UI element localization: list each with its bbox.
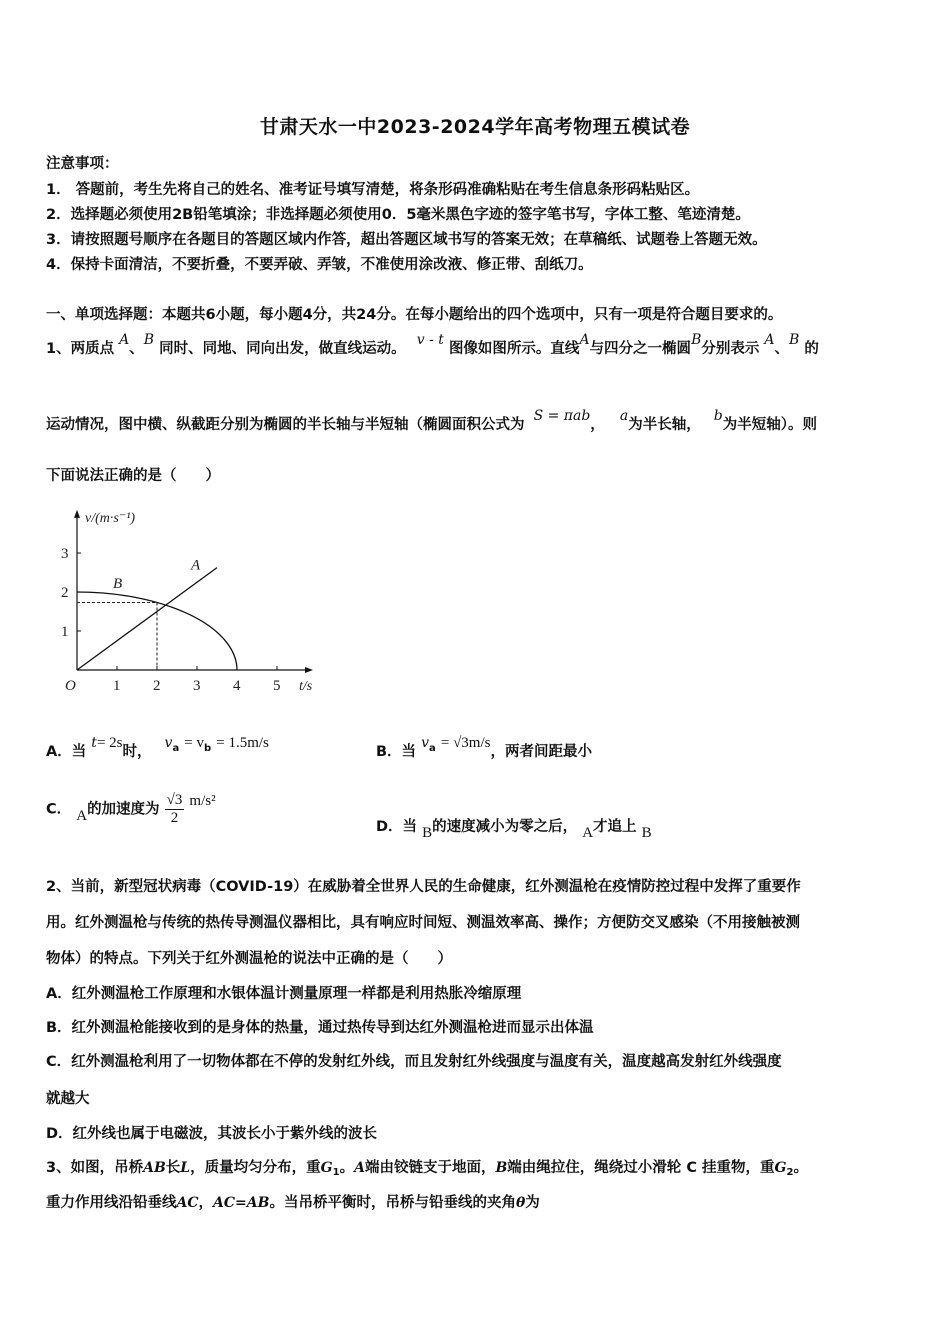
question-3-line-1: 3、如图，吊桥AB长L，质量均匀分布，重$G_1$。A端由铰链支于地面，B端由绳拉住，绳绕过小滑轮 C 挂重物，重$G_2$。 <box>46 1160 808 1178</box>
question-1-line-1: 1、两质点 A、B 同时、同地、同向出发，做直线运动。 v - t 图像如图所示。直线A与四分之一椭圆B分别表示 A、B 的 <box>46 332 819 357</box>
section-heading: 一、单项选择题：本题共6小题，每小题4分，共24分。在每小题给出的四个选项中，只有一项是符合题目要求的。 <box>46 307 783 323</box>
notice-item: 4．保持卡面清洁，不要折叠，不要弄破、弄皱，不准使用涂改液、修正带、刮纸刀。 <box>46 257 593 273</box>
question-3-line-2: 重力作用线沿铅垂线AC，AC=AB。当吊桥平衡时，吊桥与铅垂线的夹角θ为 <box>46 1195 540 1211</box>
y-axis-arrow <box>74 510 80 518</box>
y-tick-label: 2 <box>61 585 69 601</box>
question-2-line: 物体）的特点。下列关于红外测温枪的说法中正确的是（ ） <box>46 951 452 967</box>
option-1b: B．当 $v^a = √3m/s$，两者间距最小 <box>376 735 592 760</box>
origin-label: O <box>65 678 76 694</box>
fraction: $\frac{√3}{2}$ <box>166 792 183 826</box>
option-1d: D．当 B的速度减小为零之后， A才追上 B <box>376 819 652 841</box>
x-tick-label: 4 <box>233 678 241 694</box>
x-tick-label: 1 <box>113 678 121 694</box>
question-1-line-3: 下面说法正确的是（ ） <box>46 468 220 484</box>
vt-graph <box>55 495 325 700</box>
page-title: 甘肃天水一中2023-2024学年高考物理五模试卷 <box>259 116 691 138</box>
option-2b: B．红外测温枪能接收到的是身体的热量，通过热传导到达红外测温枪进而显示出体温 <box>46 1020 594 1036</box>
x-tick-label: 2 <box>153 678 161 694</box>
question-2-line: 2、当前，新型冠状病毒（COVID-19）在威胁着全世界人民的生命健康，红外测温枪在疫情防控过程中发挥了重要作 <box>46 879 801 895</box>
series-a-line <box>77 568 217 670</box>
question-1-line-2: 运动情况，图中横、纵截距分别为椭圆的半长轴与半短轴（椭圆面积公式为 S = πab， a为半长轴， b为半短轴）。则 <box>46 408 817 433</box>
notice-item: 3．请按照题号顺序在各题目的答题区域内作答，超出答题区域书写的答案无效；在草稿纸、试题卷上答题无效。 <box>46 232 767 248</box>
y-axis-label: v/(m·s⁻¹) <box>85 510 136 526</box>
notice-item: 1． 答题前，考生先将自己的姓名、准考证号填写清楚，将条形码准确粘贴在考生信息条形码粘贴区。 <box>46 182 700 198</box>
y-tick-label: 1 <box>61 624 69 640</box>
notice-heading: 注意事项： <box>46 156 119 172</box>
option-2d: D．红外线也属于电磁波，其波长小于紫外线的波长 <box>46 1126 378 1142</box>
notice-item: 2．选择题必须使用2B铅笔填涂；非选择题必须使用0．5毫米黑色字迹的签字笔书写，字体工整、笔迹清楚。 <box>46 207 750 223</box>
x-tick-label: 3 <box>193 678 201 694</box>
option-1c: C． A的加速度为 $\frac{√3}{2}$ m/s² <box>46 792 216 826</box>
series-a-label: A <box>191 557 201 574</box>
x-tick-label: 5 <box>273 678 281 694</box>
x-axis-arrow <box>305 667 313 673</box>
option-2c-cont: 就越大 <box>46 1091 90 1107</box>
option-1a: A．当 t= 2s时， $v^a = v^b = 1.5m/s$ <box>46 735 269 760</box>
option-2c: C．红外测温枪利用了一切物体都在不停的发射红外线，而且发射红外线强度与温度有关，温度越高发射红外线强度 <box>46 1054 782 1070</box>
question-2-line: 用。红外测温枪与传统的热传导测温仪器相比，具有响应时间短、测温效率高、操作；方便防交叉感染（不用接触被测 <box>46 915 800 931</box>
option-2a: A．红外测温枪工作原理和水银体温计测量原理一样都是利用热胀冷缩原理 <box>46 986 522 1002</box>
series-b-label: B <box>113 576 123 592</box>
y-tick-label: 3 <box>61 546 69 562</box>
x-axis-label: t/s <box>299 679 313 694</box>
